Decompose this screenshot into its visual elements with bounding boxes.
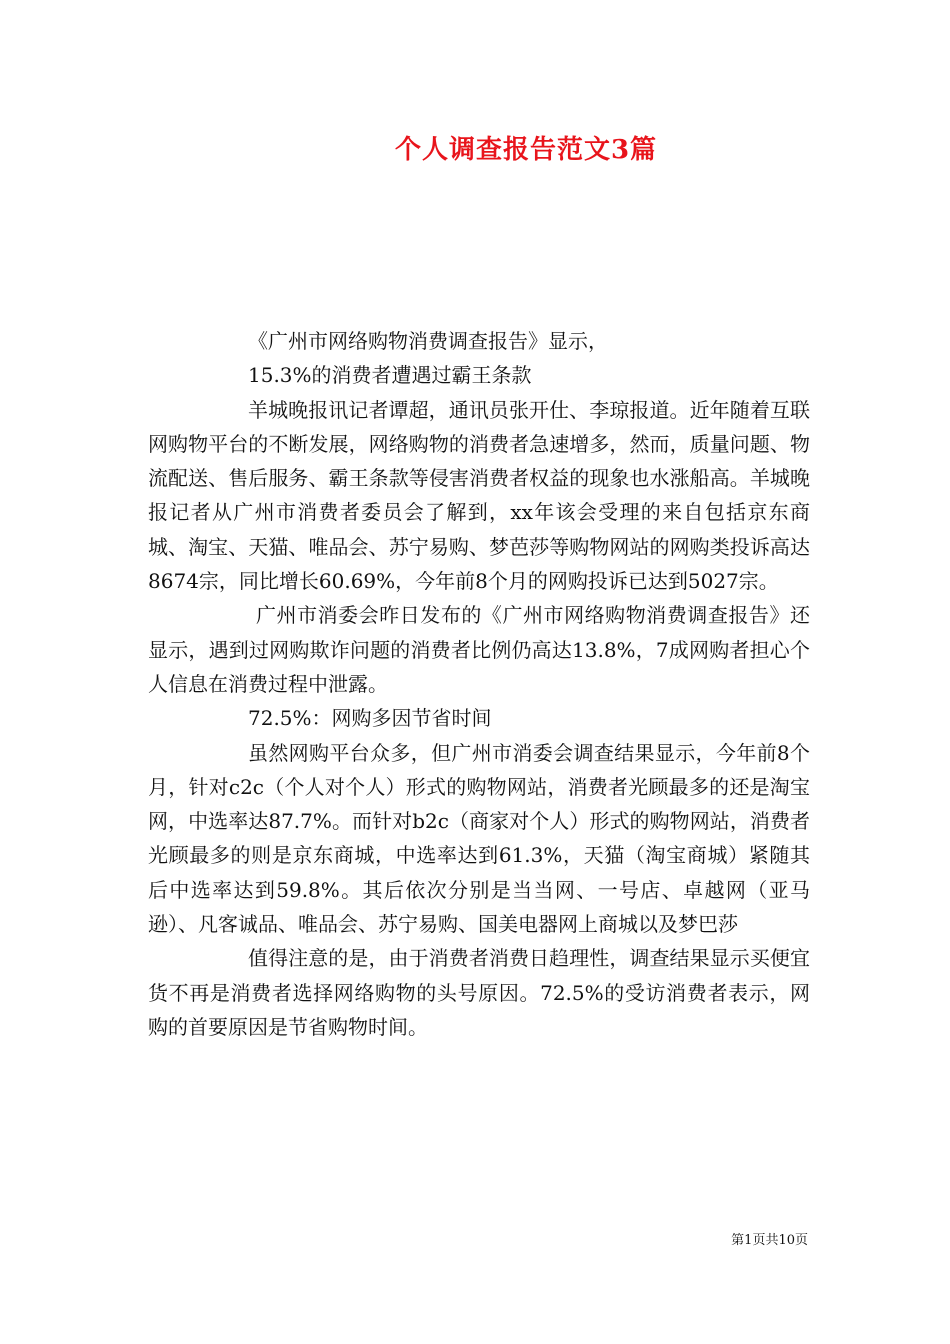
document-body	[148, 324, 810, 1044]
page-title: 个人调查报告范文3篇	[394, 135, 658, 165]
paragraph-report-intro: 《广州市网络购物消费调查报告》显示，	[248, 329, 608, 353]
page-number-footer: 第1页共10页	[731, 1233, 808, 1248]
paragraph-platform-ranking: 虽然网购平台众多，但广州市消委会调查结果显示，今年前8个月，针对c2c（个人对个人）形式的购物网站，消费者光顾最多的还是淘宝网，中选率达87.7%。而针对b2c（商家对个人）形式的购物网站，消费者光顾最多的则是京东商城，中选率达到61.3%，天猫（淘宝商城）紧随其后中选率达到59.8%。其后依次分别是当当网、一号店、卓越网（亚马逊）、凡客诚品、唯品会、苏宁易购、国美电器网上商城以及梦巴莎	[148, 740, 810, 937]
paragraph-subheading-1: 15.3%的消费者遭遇过霸王条款	[248, 363, 532, 388]
paragraph-shopping-reasons: 值得注意的是，由于消费者消费日趋理性，调查结果显示买便宜货不再是消费者选择网络购物的头号原因。72.5%的受访消费者表示，网购的首要原因是节省购物时间。	[148, 946, 810, 1039]
paragraph-report-findings: 广州市消委会昨日发布的《广州市网络购物消费调查报告》还显示，遇到过网购欺诈问题的消费者比例仍高达13.8%，7成网购者担心个人信息在消费过程中泄露。	[148, 603, 810, 696]
paragraph-news-lead: 羊城晚报讯记者谭超，通讯员张开仕、李琼报道。近年随着互联网购物平台的不断发展，网络购物的消费者急速增多，然而，质量问题、物流配送、售后服务、霸王条款等侵害消费者权益的现象也水涨船高。羊城晚报记者从广州市消费者委员会了解到，xx年该会受理的来自包括京东商城、淘宝、天猫、唯品会、苏宁易购、梦芭莎等购物网站的网购类投诉高达8674宗，同比增长60.69%，今年前8个月的网购投诉已达到5027宗。	[148, 397, 810, 594]
paragraph-subheading-2: 72.5%：网购多因节省时间	[248, 706, 492, 731]
